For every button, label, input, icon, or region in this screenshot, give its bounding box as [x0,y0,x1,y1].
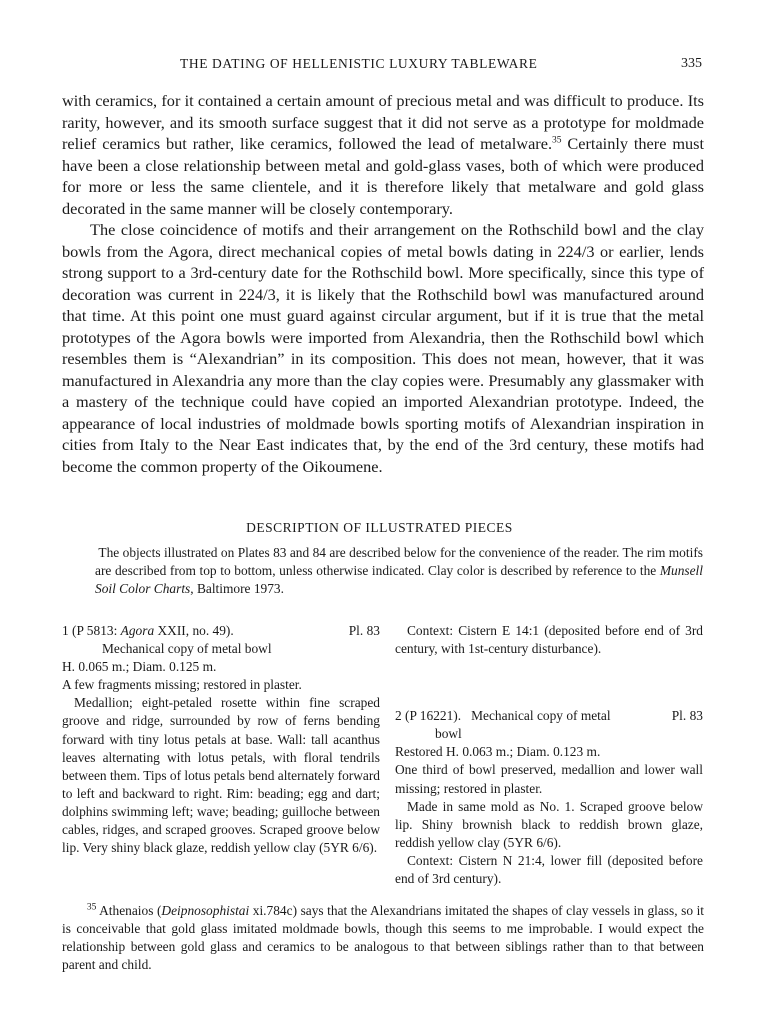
catalog-entry-2 [395,707,703,888]
section-title: DESCRIPTION OF ILLUSTRATED PIECES [246,520,513,535]
footnote-ref: 35 [552,135,562,146]
running-title: THE DATING OF HELLENISTIC LUXURY TABLEWARE [180,56,538,71]
page-number: 335 [681,56,702,71]
catalog-column-right [395,622,703,888]
paragraph-1: with ceramics, for it contained a certain amount of precious metal and was difficult to produce. Its rarity, however, and its smooth surface suggest that it did not serve as a prototype for moldmade relief ceramics but rather, like ceramics, followed the lead of metalware.$^{35}$ Certainly there must have been a close relationship between metal and gold-glass vases, both of which were produced for more or less the same clientele, and it is therefore likely that metalware and gold glass decorated in the same manner will be closely contemporary. [62,91,704,218]
entry-1-condition: A few fragments missing; restored in plaster. [62,677,302,693]
paragraph-2: The close coincidence of motifs and their arrangement on the Rothschild bowl and the clay bowls from the Agora, direct mechanical copies of metal bowls dating in 224/3 or earlier, lends strong support to a 3rd-century date for the Rothschild bowl. More specifically, since this type of decoration was current in 224/3, it is likely that the Rothschild bowl was manufactured around that time. At this point one must guard against circular argument, but if it is true that the metal prototypes of the Agora bowls were imported from Alexandria, then the Rothschild bowl which resembles them is “Alexandrian” in its composition. This does not mean, however, that it was manufactured in Alexandria any more than the clay copies were. Presumably any glassmaker with a mastery of the technique could have copied an imported Alexandrian prototype. Indeed, the appearance of local industries of moldmade bowls sporting motifs of Alexandrian inspiration in cities from Italy to the Near East indicates that, by the end of the 3rd century, these motifs had become the common property of the Oikoumene. [62,220,704,476]
footnote-35: $^{35}$ Athenaios (Deipnosophistai xi.784c) says that the Alexandrians imitated the shapes of clay vessels in glass, so it is conceivable that gold glass imitated moldmade bowls, though this seems to me improbable. I would expect the relationship between gold glass and ceramics to be analogous to that between siblings rather than to that between parent and child. [62,902,705,973]
entry-2-type-cont: bowl [435,726,462,742]
entry-1-description: Medallion; eight-petaled rosette within fine scraped groove and ridge, surrounded by row of ferns bending forward with tiny lotus petals at base. Wall: tall acanthus leaves alternating with lotus petals, with floral tendrils between them. Tips of lotus petals bend alternately forward to left and backward to right. Rim: beading; egg and dart; dolphins swimming left; wave; beading; guilloche between cables, ridges, and scraped grooves. Scraped groove below lip. Very shiny black glaze, reddish yellow clay (5YR 6/6). [62,695,380,856]
entry-1-context: Context: Cistern E 14:1 (deposited before end of 3rd century, with 1st-century disturbance). [395,623,703,657]
entry-2-plate: Pl. 83 [671,708,703,724]
entry-2-heading: 2 (P 16221). Mechanical copy of metal Pl. 83 [395,707,703,725]
footnote-marker: 35 [86,902,97,913]
entry-1-type: Mechanical copy of metal bowl [102,641,272,657]
entry-2-context: Context: Cistern N 21:4, lower fill (deposited before end of 3rd century). [395,852,703,887]
main-text [62,90,704,477]
section-intro: The objects illustrated on Plates 83 and 84 are described below for the convenience of the reader. The rim motifs are described from top to bottom, unless otherwise indicated. Clay color is described by reference to the Munsell Soil Color Charts, Baltimore 1973. [95,545,703,597]
entry-2-description: Made in same mold as No. 1. Scraped groove below lip. Shiny brownish black to reddish brown glaze, reddish yellow clay (5YR 6/6). [395,798,703,850]
entry-2-dimensions: Restored H. 0.063 m.; Diam. 0.123 m. [395,744,601,760]
entry-1-dimensions: H. 0.065 m.; Diam. 0.125 m. [62,659,217,675]
entry-1-plate: Pl. 83 [348,623,380,638]
catalog-entry-1 [62,622,380,857]
running-header [62,56,702,76]
entry-2-condition: One third of bowl preserved, medallion and lower wall missing; restored in plaster. [395,762,703,796]
entry-1-heading: 1 (P 5813: Agora XXII, no. 49). Pl. 83 [62,622,380,640]
